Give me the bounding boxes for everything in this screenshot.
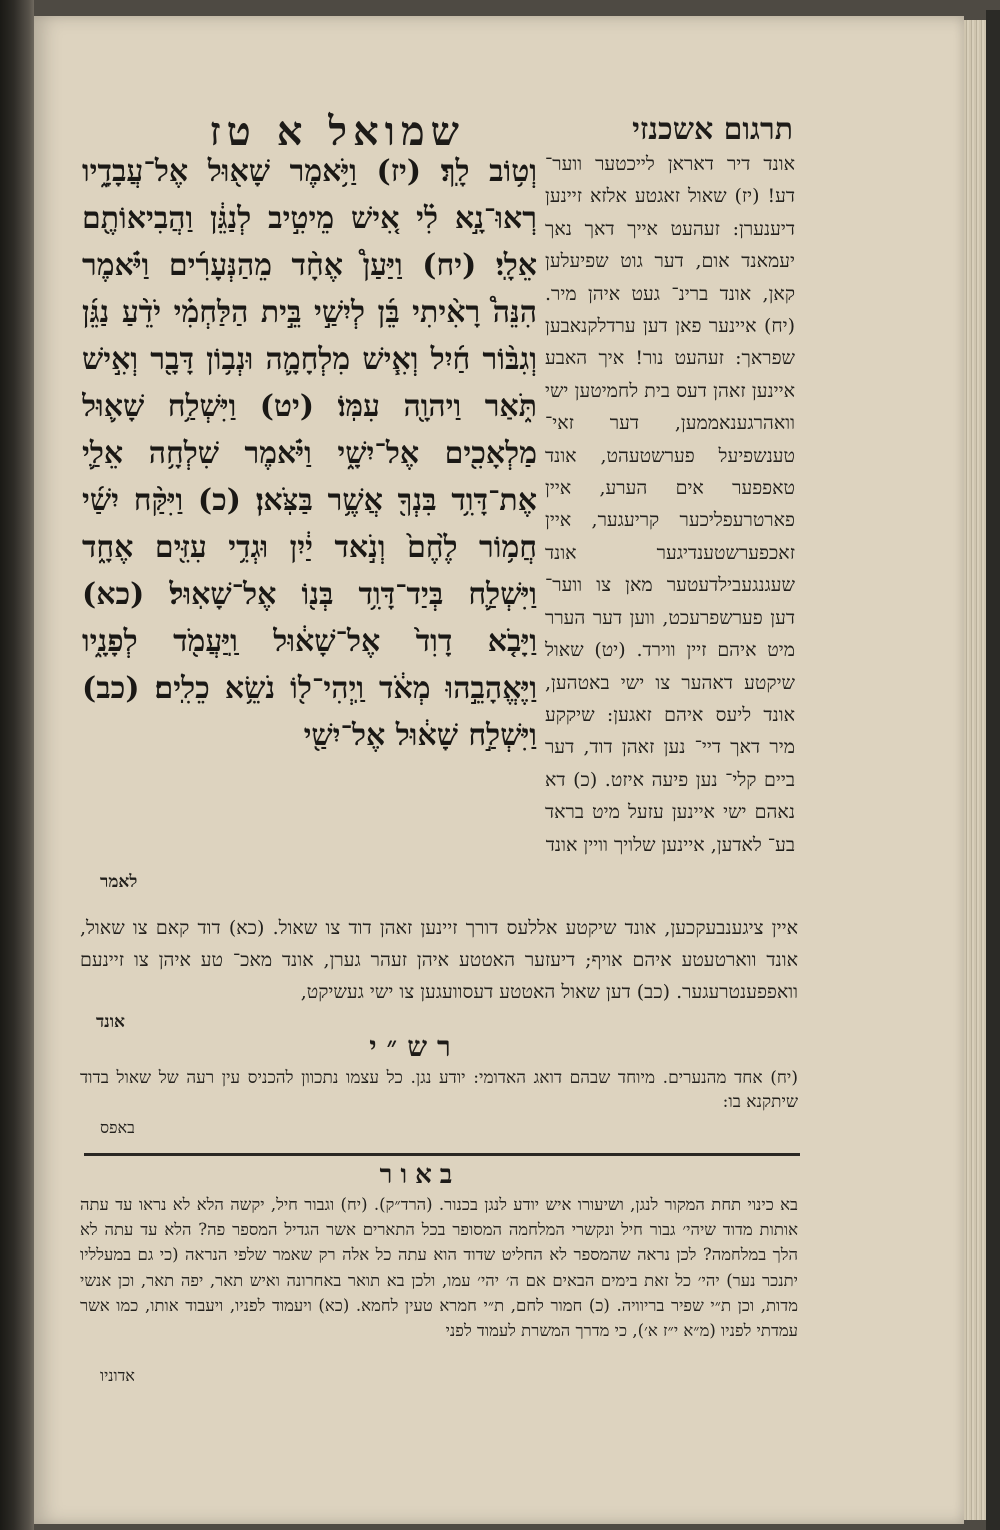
targum-column-title: תרגום אשכנזי (632, 112, 793, 147)
beur-title: באור (379, 1160, 461, 1190)
beur-commentary-text: בא כינוי תחת המקור לנגן, ושיעורו איש יודע לנגן בכנור. (הרד״ק). (יח) וגבור חיל, יקשה הלא לא נראו עד עתה אותות מדוד שיהי׳ גבור חיל ונקשרי המלחמה המסופר בכל התארים אשר הגדיל המספר פה? הלא עד עתה לא הלך במלחמה? לכן נראה שהמספר לא החליט שדוד הוא עתה כל אלה רק שאמר שלפי הנראה (כי גם במעלליו יתנכר נער) יהי׳ כל זאת בימים הבאים אם ה׳ יהי׳ עמו, ולכן בא תואר באחרונה ואיש תאר, יפה תאר, וכן אנשי מדות, וכן ת״י שפיר בריוויה. (כ) חמור לחם, ת״י חמרא טעין לחמא. (כא) ויעמוד לפניו, ויעבוד אותו, כמו אשר עמדתי לפניו (מ״א י״ז א׳), כי מדרך המשרת לעמוד לפני (80, 1195, 798, 1341)
page-edges (964, 20, 986, 1520)
targum-column-text: אונד דיר דאראן לייכטער ווער־ דע! (יז) שאול זאגטע אלזא זיינען דיענערן: זעהעט אייך דאך נאך יעמאנד אום, דער גוט שפיעלען קאן, אונד ברינ־ געט איהן מיר. (יח) איינער פאן דען ערדלקנאבען שפראך: זעהעט נור! איך האבע איינען זאהן דעס בית לחמיטען ישי וואהרגענאממען, דער זאי־ טענשפיעל פערשטעהט, אונד טאפפער אים הערע, איין פארטרעפליכער קריעגער, איין זאכפערשטענדיגער אונד שעגנגעבילדעטער מאן צו ווער־ דען פערשפרעכט, ווען דער הערר מיט איהם זיין ווירד. (יט) שאול שיקטע דאהער צו ישי באטהען, אונד ליעס איהם זאגען: שיקקע מיר דאך דיי־ נען זאהן דוד, דער ביים קלי־ נען פיעה איזט. (כ) דא נאהם ישי איינען עזעל מיט בראד בע־ לאדען, איינען שלויך וויין אונד (545, 153, 795, 856)
bible-catchword: לאמר (100, 872, 138, 892)
targum-catchword: אונד (96, 1012, 125, 1032)
rashi-catchword: באפס (100, 1118, 135, 1137)
beur-catchword: אדוניו (100, 1366, 135, 1385)
rashi-title: רש״י (369, 1030, 461, 1063)
book-cover-edge (986, 10, 1000, 1530)
bible-column-text: וְט֥וֹב לָֽךְ׃ (יז) וַיֹּ֥אמֶר שָׁא֖וּל אֶל־עֲבָדָ֑יו רְאוּ־נָ֣א לִ֗י אִ֚ישׁ מֵיטִ֣יב לְנַגֵּ֔ן וַהֲבִיאוֹתֶ֖ם אֵלָֽי׃ (יח) וַיַּעַן֩ אֶחָ֨ד מֵהַנְּעָרִ֜ים וַיֹּ֗אמֶר הִנֵּה֩ רָאִ֨יתִי בֵּ֜ן לְיִשַׁ֣י בֵּ֣ית הַלַּחְמִ֗י יֹדֵ֨עַ נַגֵּ֜ן וְגִבּ֨וֹר חַ֜יִל וְאִ֧ישׁ מִלְחָמָ֛ה וּנְב֥וֹן דָּבָ֖ר וְאִ֣ישׁ תֹּ֑אַר וַיהוָ֖ה עִמּֽוֹ׃ (יט) וַיִּשְׁלַ֥ח שָׁא֛וּל מַלְאָכִ֖ים אֶל־יִשָׁ֑י וַיֹּ֗אמֶר שִׁלְחָ֥ה אֵלַ֛י אֶת־דָּוִ֥ד בִּנְךָ֖ אֲשֶׁ֥ר בַּצֹּֽאן׃ (כ) וַיִּקַּ֨ח יִשַׁ֜י חֲמ֥וֹר לֶ֙חֶם֙ וְנֹ֣אד יַ֔יִן וּגְדִ֥י עִזִּ֖ים אֶחָ֑ד וַיִּשְׁלַ֛ח בְּיַד־דָּוִ֥ד בְּנ֖וֹ אֶל־שָׁאֽוּל׃ (כא) וַיָּבֹ֤א דָוִד֙ אֶל־שָׁא֔וּל וַֽיַּעֲמֹ֖ד לְפָנָ֑יו וַיֶּאֱהָבֵ֣הוּ מְאֹ֔ד וַֽיְהִי־ל֖וֹ נֹשֵׂ֥א כֵלִֽים׃ (כב) וַיִּשְׁלַ֣ח שָׁא֔וּל אֶל־יִשַׁ֖י (82, 154, 537, 753)
book-chapter-title: שמואל א טז (209, 108, 465, 155)
book-binding (0, 0, 34, 1530)
targum-continuation-text: איין ציגענבעקכען, אונד שיקטע אללעס דורך זיינען זאהן דוד צו שאול. (כא) דוד קאם צו שאול, אונד ווארטעטע איהם אויף; דיעזער האטטע איהן זעהר גערן, אונד מאכ־ טע איהן צו זיינעם וואפפענטרעגער. (כב) דען שאול האטטע דעסוועגען צו ישי געשיקט, (80, 917, 798, 1003)
section-divider-rule (84, 1153, 800, 1156)
rashi-commentary-text: (יח) אחד מהנערים. מיוחד שבהם דואג האדומי: יודע נגן. כל עצמו נתכוון להכניס עין רעה של שאול בדוד שיתקנא בו: (80, 1068, 798, 1112)
